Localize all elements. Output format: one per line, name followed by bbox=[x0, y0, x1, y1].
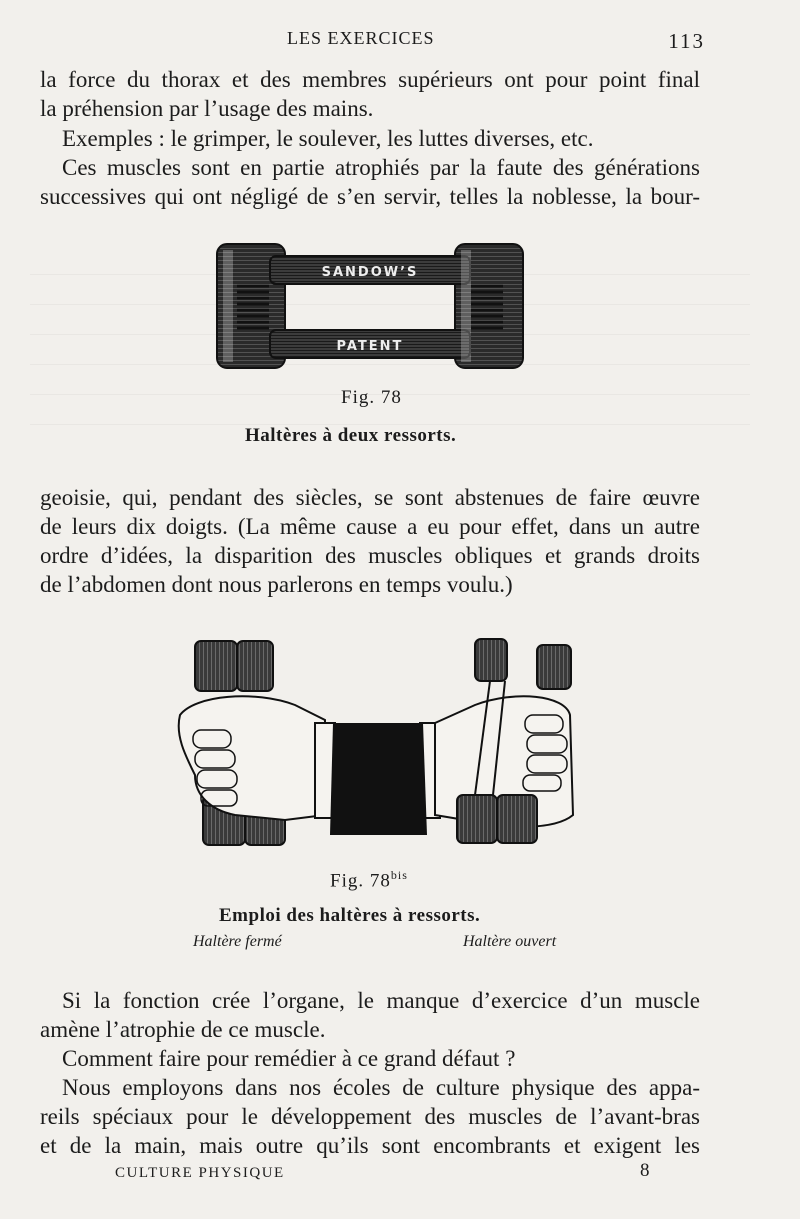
paragraph-6 bbox=[40, 1044, 700, 1073]
figure-78bis-illustration bbox=[175, 635, 585, 850]
paragraph-4 bbox=[40, 483, 700, 599]
text-line: et de la main, mais outre qu’ils sont encombrants et exigent les bbox=[40, 1133, 700, 1158]
figure-78-caption: Haltères à deux ressorts. bbox=[245, 425, 457, 446]
page-number: 113 bbox=[668, 29, 705, 53]
figure-78bis-label bbox=[330, 868, 408, 892]
paragraph-1 bbox=[40, 65, 700, 123]
text-line: Nous employons dans nos écoles de culture physique des appa- bbox=[62, 1075, 700, 1100]
text-line: reils spéciaux pour le développement des muscles de l’avant-bras bbox=[40, 1104, 700, 1129]
text-line: ordre d’idées, la disparition des muscles obliques et grands droits bbox=[40, 543, 700, 568]
figure-78-illustration bbox=[215, 240, 525, 375]
engraving-bottom: PATENT bbox=[336, 339, 404, 354]
signature-mark: 8 bbox=[640, 1160, 650, 1181]
text-line: de l’abdomen dont nous parlerons en temps voulu.) bbox=[40, 572, 513, 597]
engraving-top: SANDOW’S bbox=[321, 265, 419, 280]
text-line: successives qui ont négligé de s’en servir, telles la noblesse, la bour- bbox=[40, 184, 700, 209]
paragraph-5 bbox=[40, 986, 700, 1044]
page-header bbox=[0, 28, 800, 58]
text-line: de leurs dix doigts. (La même cause a eu pour effet, dans un autre bbox=[40, 514, 700, 539]
left-subcaption: Haltère fermé bbox=[193, 933, 282, 950]
figure-78bis-label-number: Fig. 78 bbox=[330, 870, 391, 892]
figure-78-label: Fig. 78 bbox=[341, 387, 402, 408]
running-head: LES EXERCICES bbox=[287, 28, 435, 48]
text-line: Comment faire pour remédier à ce grand défaut ? bbox=[62, 1046, 516, 1071]
text-line: amène l’atrophie de ce muscle. bbox=[40, 1017, 326, 1042]
spring-dumbbell-illustration bbox=[215, 240, 525, 375]
paragraph-2 bbox=[40, 124, 700, 153]
signature-line: CULTURE PHYSIQUE bbox=[115, 1165, 285, 1181]
text-line: Si la fonction crée l’organe, le manque d’exercice d’un muscle bbox=[62, 988, 700, 1013]
figure-78bis-label-sup: bis bbox=[390, 868, 408, 882]
right-subcaption: Haltère ouvert bbox=[463, 933, 557, 950]
text-line: Exemples : le grimper, le soulever, les luttes diverses, etc. bbox=[62, 126, 594, 151]
text-line: la préhension par l’usage des mains. bbox=[40, 96, 374, 121]
text-line: geoisie, qui, pendant des siècles, se sont abstenues de faire œuvre bbox=[40, 485, 700, 510]
text-line: la force du thorax et des membres supérieurs ont pour point final bbox=[40, 67, 700, 92]
paragraph-7 bbox=[40, 1073, 700, 1160]
text-line: Ces muscles sont en partie atrophiés par la faute des générations bbox=[62, 155, 700, 180]
hands-with-dumbbells-illustration bbox=[175, 635, 585, 850]
figure-78bis-caption: Emploi des haltères à ressorts. bbox=[219, 905, 481, 926]
paragraph-3 bbox=[40, 153, 700, 211]
